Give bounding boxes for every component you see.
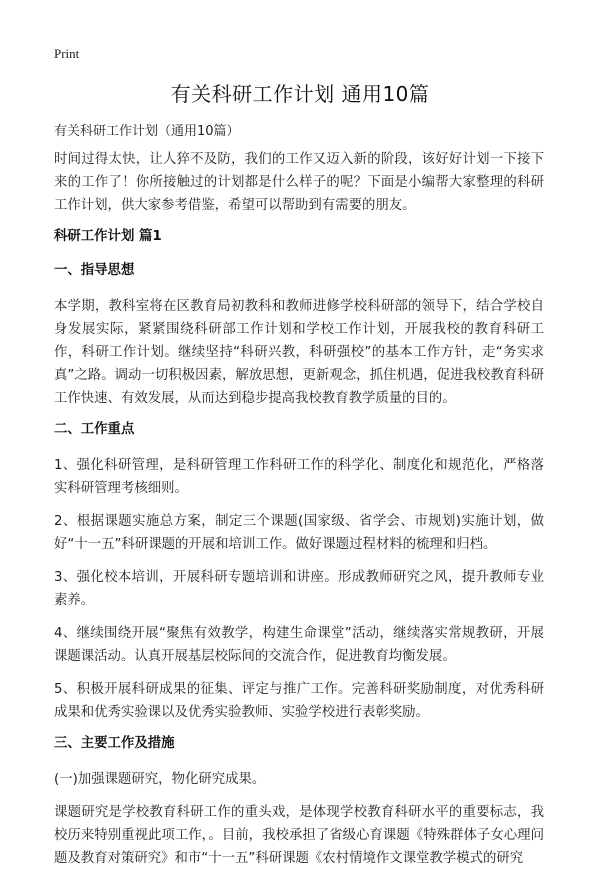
section-heading-work-focus: 二、工作重点 (54, 422, 135, 437)
guiding-principle-paragraph: 本学期，教科室将在区教育局初教科和教师进修学校科研部的领导下，结合学校自身发展实际，紧紧围绕科研部工作计划和学校工作计划，开展我校的教育科研工作，科研工作计划。继续坚持“科研兴教，科研强校”的基本工作方针，走“务实求真”之路。调动一切积极因素，解放思想，更新观念，抓住机遇，促进我校教育科研工作快速、有效发展，从而达到稳步提高我校教育教学质量的目的。 (54, 299, 544, 406)
part-heading: 科研工作计划 篇1 (54, 229, 162, 244)
section-heading-main-work: 三、主要工作及措施 (54, 736, 175, 751)
document-body (54, 148, 544, 880)
section-heading-guiding-principle: 一、指导思想 (54, 263, 135, 278)
print-link[interactable]: Print (54, 46, 80, 61)
list-item: 2、根据课题实施总方案，制定三个课题(国家级、省学会、市规划)实施计划，做好“十一五”科研课题的开展和培训工作。做好课题过程材料的梳理和归档。 (54, 514, 544, 552)
subsection-paragraph: 课题研究是学校教育科研工作的重头戏，是体现学校教育科研水平的重要标志，我校历来特别重视此项工作，。目前，我校承担了省级心育课题《特殊群体子女心理问题及教育对策研究》和市“十一五”科研课题《农村情境作文课堂教学模式的研究 (54, 805, 544, 866)
list-item: 4、继续围绕开展“聚焦有效教学，构建生命课堂”活动，继续落实常规教研，开展课题课活动。认真开展基层校际间的交流合作，促进教育均衡发展。 (54, 626, 544, 664)
intro-paragraph: 时间过得太快，让人猝不及防，我们的工作又迈入新的阶段，该好好计划一下接下来的工作了！你所接触过的计划都是什么样子的呢？下面是小编帮大家整理的科研工作计划，供大家参考借鉴，希望可以帮助到有需要的朋友。 (54, 152, 544, 213)
page-title: 有关科研工作计划 通用10篇 (170, 82, 430, 106)
document-subtitle: 有关科研工作计划（通用10篇） (54, 124, 240, 139)
list-item: 3、强化校本培训，开展科研专题培训和讲座。形成教师研究之风，提升教师专业素养。 (54, 570, 544, 608)
list-item: 5、积极开展科研成果的征集、评定与推广工作。完善科研奖励制度，对优秀科研成果和优秀实验课以及优秀实验教师、实验学校进行表彰奖励。 (54, 682, 544, 720)
subsection-heading: (一)加强课题研究，物化研究成果。 (54, 772, 266, 787)
list-item: 1、强化科研管理，是科研管理工作科研工作的科学化、制度化和规范化，严格落实科研管理考核细则。 (54, 458, 544, 496)
